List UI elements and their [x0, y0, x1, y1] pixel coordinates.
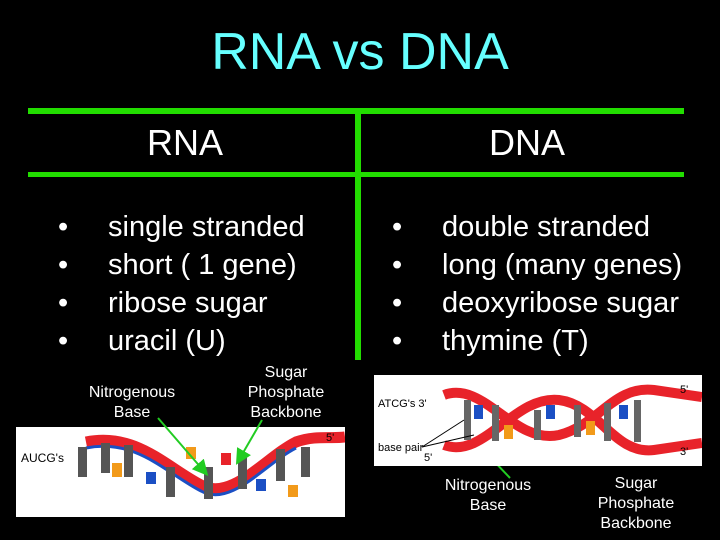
rna-panel-end-label: 5' — [326, 432, 335, 444]
dna-panel-bottom-right-label: 3' — [680, 446, 689, 458]
rna-sugar-phosphate-backbone-label: Sugar Phosphate Backbone — [247, 364, 325, 421]
list-item: • long (many genes) — [392, 246, 682, 284]
list-item: • ribose sugar — [58, 284, 305, 322]
dna-nitrogenous-base-label: Nitrogenous Base — [444, 477, 532, 514]
list-item: • thymine (T) — [392, 322, 682, 360]
rna-base-arrow — [158, 418, 203, 470]
rna-panel-left-label: AUCG's — [21, 451, 64, 465]
dna-heading: DNA — [488, 122, 565, 163]
list-item: • deoxyribose sugar — [392, 284, 682, 322]
dna-panel-left-label: ATCG's 3' — [378, 398, 427, 410]
rna-heading: RNA — [146, 122, 223, 163]
dna-panel-top-right-label: 5' — [680, 384, 689, 396]
list-item: • double stranded — [392, 208, 682, 246]
dna-sugar-phosphate-backbone-label: Sugar Phosphate Backbone — [597, 475, 675, 532]
list-item: • single stranded — [58, 208, 305, 246]
dna-double-helix-diagram — [374, 375, 702, 466]
dna-helix-illustration — [374, 375, 702, 466]
rna-backbone-arrow — [240, 420, 262, 458]
list-item: • short ( 1 gene) — [58, 246, 305, 284]
list-item: • uracil (U) — [58, 322, 305, 360]
dna-panel-pair-label: base pair — [378, 442, 424, 454]
slide-title: RNA vs DNA — [211, 23, 509, 81]
rna-nitrogenous-base-label: Nitrogenous Base — [88, 384, 176, 421]
dna-panel-pair-end-label: 5' — [424, 452, 433, 464]
